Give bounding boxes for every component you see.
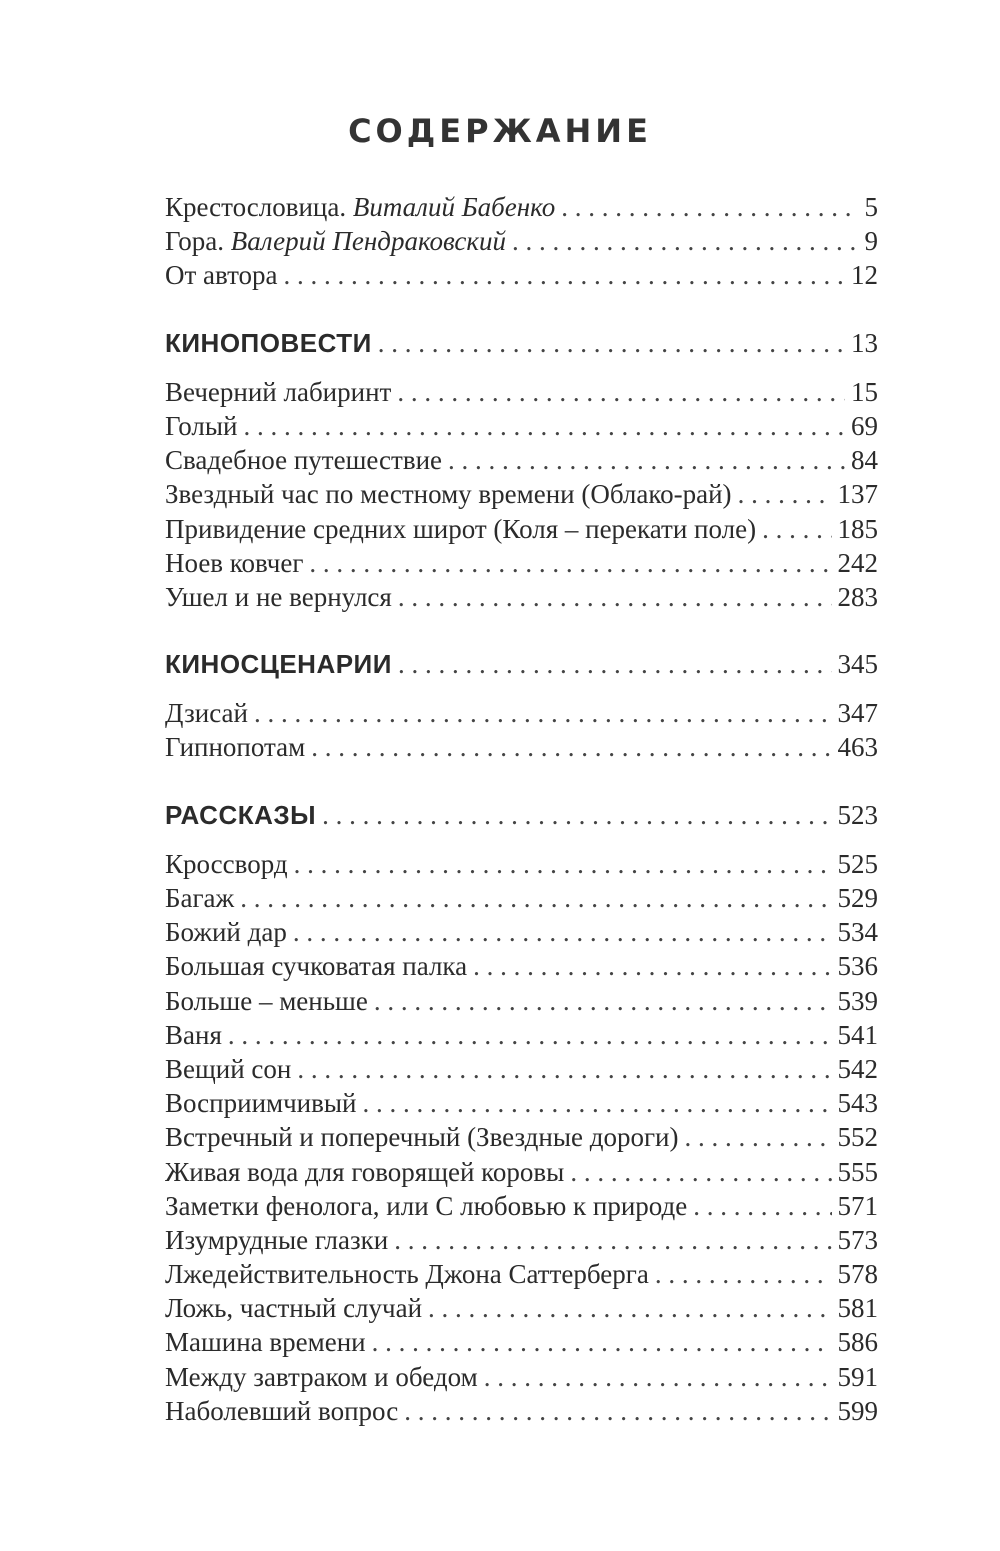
toc-entry (165, 477, 878, 511)
entry-page-number: 534 (837, 917, 878, 948)
dot-leader (228, 1018, 832, 1052)
entry-title: Ноев ковчег (165, 547, 304, 578)
entry-title: Больше – меньше (165, 985, 368, 1016)
entry-page-number: 242 (837, 547, 878, 578)
entry-page-number: 5 (864, 192, 878, 222)
toc-entry (165, 375, 878, 409)
section-title: КИНОПОВЕСТИ (165, 327, 372, 358)
entry-page-number: 581 (837, 1293, 878, 1324)
toc-entry (165, 409, 878, 443)
dot-leader (684, 1120, 831, 1154)
page-title: СОДЕРЖАНИЕ (348, 112, 652, 150)
dot-leader (484, 1360, 832, 1394)
entry-page-number: 552 (837, 1122, 878, 1153)
dot-leader (738, 477, 832, 511)
toc-entry (165, 1394, 878, 1428)
entry-page-number: 12 (851, 260, 878, 291)
section-page-number: 13 (851, 327, 878, 358)
toc-entry (165, 1223, 878, 1257)
dot-leader (693, 1189, 831, 1223)
dot-leader (397, 375, 845, 409)
dot-leader (404, 1394, 831, 1428)
entry-page-number: 599 (837, 1395, 878, 1426)
toc-entry (165, 190, 878, 224)
dot-leader (378, 326, 845, 360)
toc-entry (165, 696, 878, 730)
toc-entry (165, 258, 878, 292)
entry-page-number: 283 (837, 581, 878, 612)
entry-title: Между завтраком и обедом (165, 1361, 478, 1392)
entry-page-number: 84 (851, 445, 878, 476)
toc-entry (165, 1189, 878, 1223)
dot-leader (428, 1291, 831, 1325)
dot-leader (394, 1223, 831, 1257)
entry-title: Живая вода для говорящей коровы (165, 1156, 565, 1187)
entry-page-number: 69 (851, 410, 878, 441)
dot-leader (570, 1155, 831, 1189)
entry-title: Ложь, частный случай (165, 1293, 423, 1324)
entry-title: Восприимчивый (165, 1088, 357, 1119)
entry-page-number: 525 (837, 848, 878, 879)
toc-entry (165, 1325, 878, 1359)
entry-title: Машина времени (165, 1327, 366, 1358)
dot-leader (448, 443, 845, 477)
entry-title: Привидение средних широт (Коля – перекати поле) (165, 513, 757, 544)
toc-entry (165, 730, 878, 764)
dot-leader (362, 1086, 831, 1120)
entry-author: Валерий Пендраковский (230, 226, 507, 257)
entry-page-number: 591 (837, 1361, 878, 1392)
dot-leader (309, 546, 831, 580)
entry-title: Гора. Валерий Пендраковский (165, 226, 507, 257)
toc-entry (165, 847, 878, 881)
entry-page-number: 529 (837, 883, 878, 913)
dot-leader (655, 1257, 832, 1291)
entry-page-number: 571 (837, 1190, 878, 1221)
entry-page-number: 541 (837, 1019, 878, 1050)
entry-title: Заметки фенолога, или С любовью к природе (165, 1190, 688, 1221)
dot-leader (294, 847, 832, 881)
toc-entry (165, 512, 878, 546)
entry-page-number: 543 (837, 1088, 878, 1119)
dot-leader (762, 512, 831, 546)
entry-title: От автора (165, 260, 278, 291)
toc-entry (165, 1257, 878, 1291)
entry-title: Дзисай (165, 698, 248, 729)
entry-title: Лжедействительность Джона Саттерберга (165, 1259, 649, 1290)
toc-entry (165, 1360, 878, 1394)
entry-page-number: 9 (864, 226, 878, 257)
toc-entry (165, 1291, 878, 1325)
entry-title: Кроссворд (165, 848, 288, 879)
section-heading (165, 647, 878, 681)
entry-title: Вечерний лабиринт (165, 376, 392, 407)
dot-leader (297, 1052, 831, 1086)
dot-leader (398, 580, 832, 614)
toc-entry (165, 580, 878, 614)
toc-entry (165, 443, 878, 477)
toc-entry (165, 881, 878, 915)
entry-page-number: 185 (837, 513, 878, 544)
entry-page-number: 347 (837, 698, 878, 729)
entry-title: Крестословица. Виталий Бабенко (165, 192, 556, 222)
entry-title: Ваня (165, 1019, 222, 1050)
entry-title: Багаж (165, 883, 235, 913)
entry-page-number: 586 (837, 1327, 878, 1358)
dot-leader (284, 258, 845, 292)
toc-entry (165, 1120, 878, 1154)
entry-title: Свадебное путешествие (165, 445, 443, 476)
entry-page-number: 542 (837, 1053, 878, 1084)
toc-entry (165, 915, 878, 949)
entry-page-number: 463 (837, 732, 878, 763)
toc-entry (165, 949, 878, 983)
section-title: КИНОСЦЕНАРИИ (165, 649, 392, 680)
dot-leader (243, 409, 845, 443)
dot-leader (398, 647, 832, 681)
dot-leader (311, 730, 831, 764)
dot-leader (293, 915, 832, 949)
toc-entry (165, 1018, 878, 1052)
entry-page-number: 578 (837, 1259, 878, 1290)
entry-title: Ушел и не вернулся (165, 581, 392, 612)
dot-leader (374, 984, 832, 1018)
entry-title: Большая сучковатая палка (165, 951, 468, 982)
toc-entry (165, 1086, 878, 1120)
entry-title: Божий дар (165, 917, 287, 948)
section-page-number: 345 (837, 649, 878, 680)
toc-entry (165, 1155, 878, 1189)
toc-entry (165, 984, 878, 1018)
table-of-contents (165, 190, 878, 1428)
dot-leader (254, 696, 832, 730)
dot-leader (512, 224, 858, 258)
entry-title: Гипнопотам (165, 732, 306, 763)
dot-leader (473, 949, 831, 983)
toc-entry (165, 1052, 878, 1086)
section-page-number: 523 (837, 799, 878, 830)
section-title: РАССКАЗЫ (165, 799, 317, 830)
entry-title: Изумрудные глазки (165, 1224, 389, 1255)
entry-page-number: 137 (837, 479, 878, 510)
entry-page-number: 539 (837, 985, 878, 1016)
entry-page-number: 555 (837, 1156, 878, 1187)
dot-leader (240, 881, 831, 915)
entry-page-number: 573 (837, 1224, 878, 1255)
entry-title: Встречный и поперечный (Звездные дороги) (165, 1122, 679, 1153)
section-heading (165, 798, 878, 832)
toc-entry (165, 224, 878, 258)
entry-title: Вещий сон (165, 1053, 292, 1084)
entry-author: Виталий Бабенко (352, 192, 556, 222)
entry-title: Голый (165, 410, 238, 441)
entry-page-number: 15 (851, 376, 878, 407)
entry-page-number: 536 (837, 951, 878, 982)
dot-leader (322, 798, 831, 832)
section-heading (165, 326, 878, 360)
dot-leader (372, 1325, 832, 1359)
toc-entry (165, 546, 878, 580)
dot-leader (561, 190, 858, 224)
entry-title: Звездный час по местному времени (Облако-рай) (165, 479, 732, 510)
entry-title: Наболевший вопрос (165, 1395, 399, 1426)
